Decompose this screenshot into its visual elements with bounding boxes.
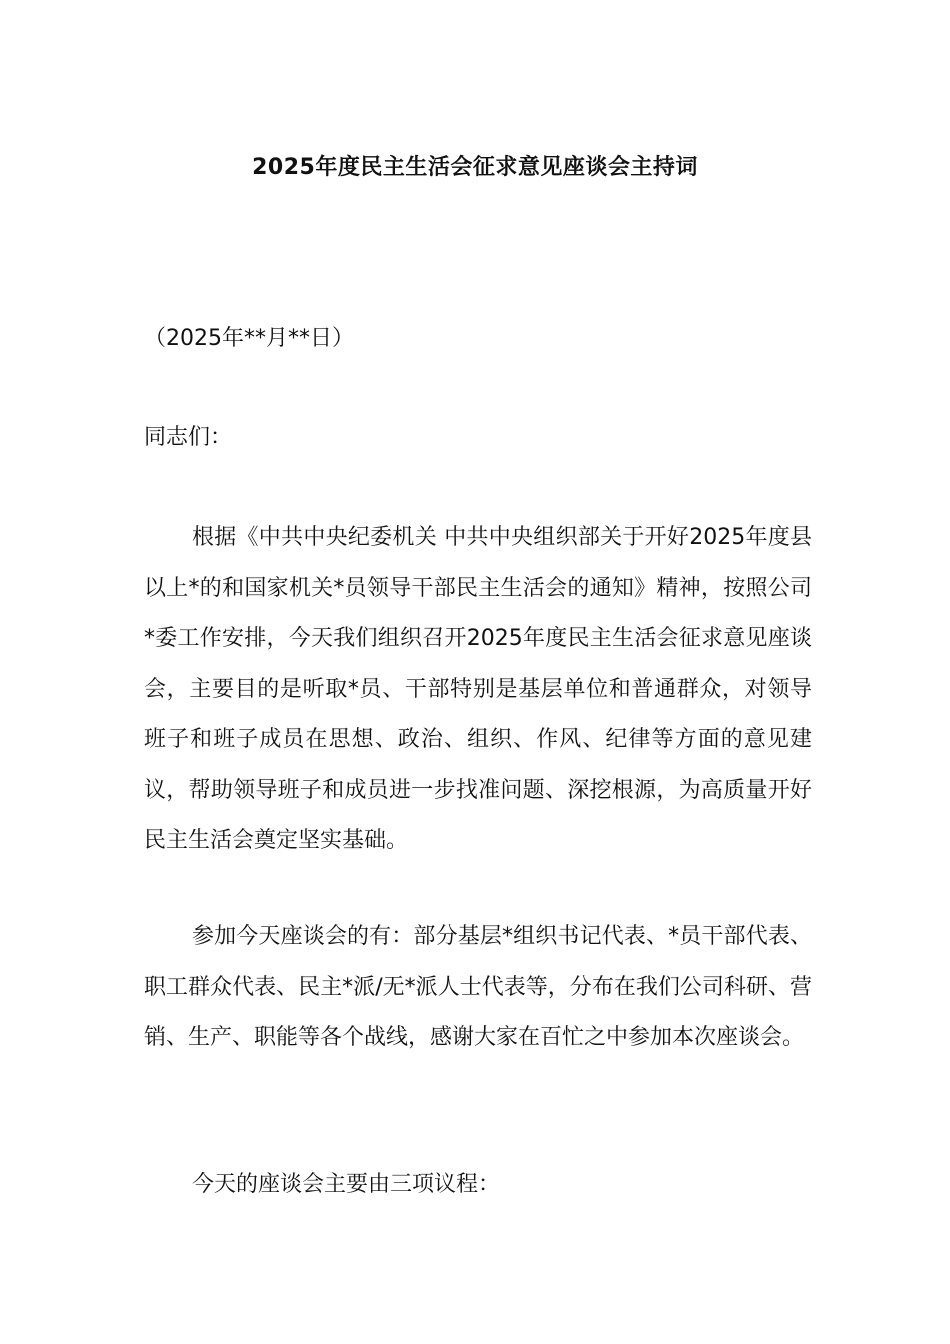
- paragraph-attendees: 参加今天座谈会的有：部分基层*组织书记代表、*员干部代表、职工群众代表、民主*派/无*派人士代表等，分布在我们公司科研、营销、生产、职能等各个战线，感谢大家在百忙之中参加本次座谈会。: [144, 924, 812, 1050]
- meeting-date: （2025年**月**日）: [144, 326, 354, 351]
- paragraph-agenda-intro: 今天的座谈会主要由三项议程：: [192, 1172, 501, 1197]
- document-title: 2025年度民主生活会征求意见座谈会主持词: [252, 155, 698, 180]
- greeting: 同志们：: [144, 425, 233, 450]
- paragraph-purpose: 根据《中共中央纪委机关 中共中央组织部关于开好2025年度县以上*的和国家机关*员领导干部民主生活会的通知》精神，按照公司*委工作安排，今天我们组织召开2025年度民主生活会征求意见座谈会，主要目的是听取*员、干部特别是基层单位和普通群众，对领导班子和班子成员在思想、政治、组织、作风、纪律等方面的意见建议，帮助领导班子和成员进一步找准问题、深挖根源，为高质量开好民主生活会奠定坚实基础。: [144, 525, 812, 853]
